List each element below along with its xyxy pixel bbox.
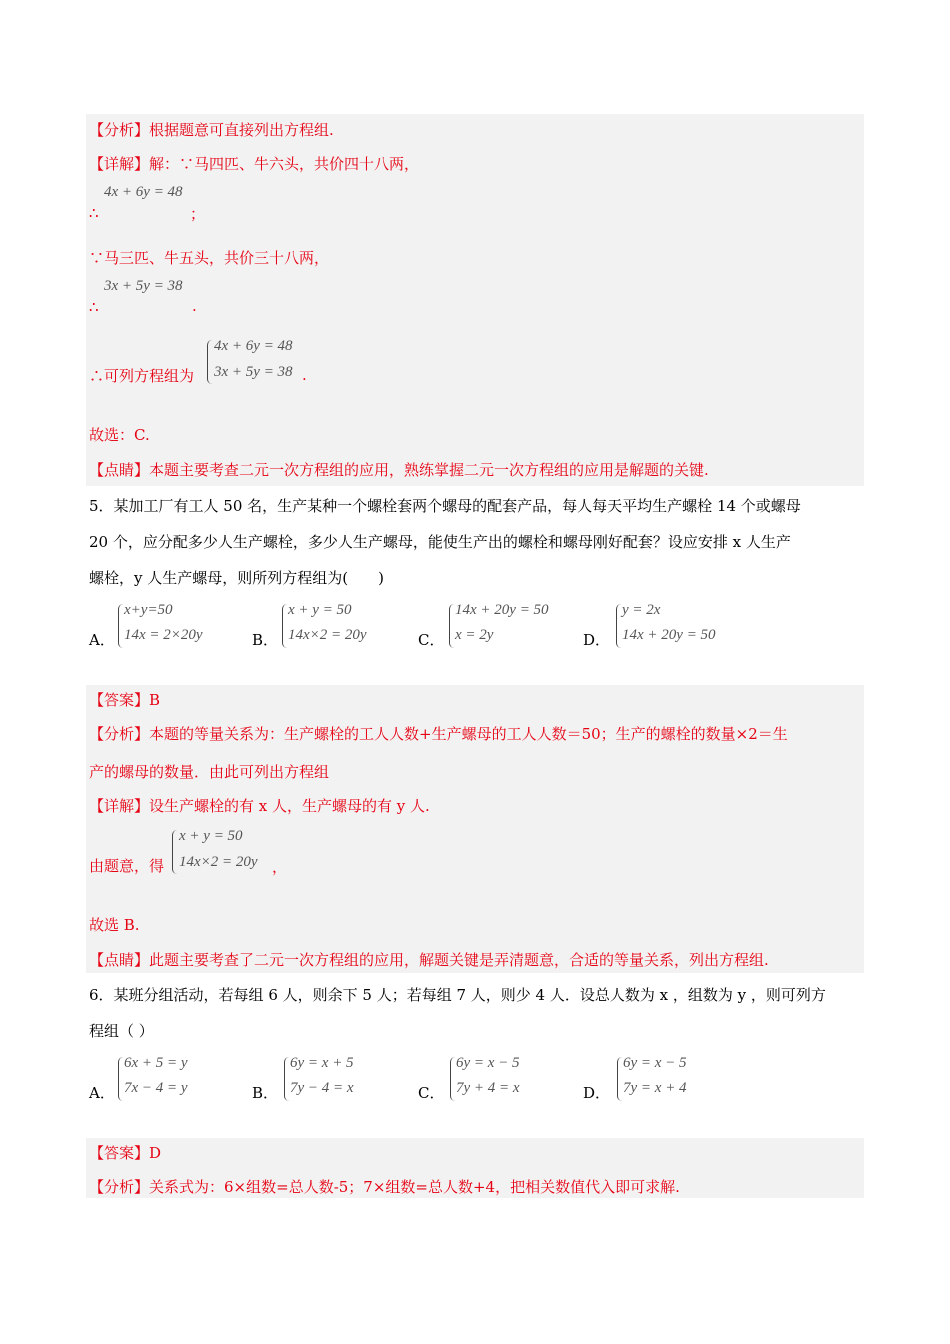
- q5-option-b-label: B．: [252, 631, 279, 649]
- q6-option-c-label: C．: [418, 1084, 445, 1102]
- q5-option-b-row2: 14x×2 = 20y: [288, 627, 367, 643]
- q6-option-a-row2: 7x − 4 = y: [124, 1080, 188, 1096]
- q6-option-b-label: B．: [252, 1084, 279, 1102]
- q6-stem-line1: 6．某班分组活动，若每组 6 人，则余下 5 人；若每组 7 人，则少 4 人．设总人数为 x ，组数为 y ，则可列方: [89, 986, 826, 1004]
- q5-stem-line2: 20 个，应分配多少人生产螺栓，多少人生产螺母，能使生产出的螺栓和螺母刚好配套？设应安排 x 人生产: [89, 533, 791, 551]
- q6-option-c-row2: 7y + 4 = x: [456, 1080, 520, 1096]
- q5-option-d-row1: y = 2x: [622, 602, 661, 618]
- q5-system-brace: [172, 830, 177, 874]
- q4-system-lead: ∴可列方程组为: [89, 367, 195, 385]
- q4-period: .: [192, 297, 197, 315]
- q5-detail: 【详解】设生产螺栓的有 x 人，生产螺母的有 y 人.: [89, 797, 430, 815]
- q4-eq1: 4x + 6y = 48: [104, 184, 183, 200]
- q5-option-a-brace: [118, 604, 123, 648]
- q4-eq2: 3x + 5y = 38: [104, 278, 183, 294]
- q4-detail: 【详解】解：∵马四匹、牛六头，共价四十八两，: [89, 155, 420, 173]
- q5-option-a-label: A．: [89, 631, 115, 649]
- q5-analysis-2: 产的螺母的数量．由此可列出方程组: [89, 763, 330, 781]
- q6-option-b-row1: 6y = x + 5: [290, 1055, 354, 1071]
- q4-system-brace: [207, 340, 212, 384]
- q4-system-row1: 4x + 6y = 48: [214, 338, 293, 354]
- q6-analysis: 【分析】关系式为：6×组数=总人数-5；7×组数=总人数+4，把相关数值代入即可求解.: [89, 1178, 680, 1196]
- q5-choose: 故选 B.: [89, 916, 140, 934]
- q4-choose: 故选：C.: [89, 426, 150, 444]
- q4-semicolon: ；: [190, 205, 206, 223]
- q5-comment: 【点睛】此题主要考查了二元一次方程组的应用，解题关键是弄清题意，合适的等量关系，列出方程组.: [89, 951, 769, 969]
- q6-option-d-brace: [617, 1057, 622, 1101]
- q5-option-c-row1: 14x + 20y = 50: [455, 602, 549, 618]
- q5-system-comma: ，: [272, 858, 288, 876]
- q5-option-d-label: D．: [583, 631, 611, 649]
- q5-option-d-brace: [616, 604, 621, 648]
- q4-comment: 【点睛】本题主要考查二元一次方程组的应用，熟练掌握二元一次方程组的应用是解题的关键.: [89, 461, 709, 479]
- q4-system-row2: 3x + 5y = 38: [214, 364, 293, 380]
- q5-option-d-row2: 14x + 20y = 50: [622, 627, 716, 643]
- q4-therefore-1: ∴: [89, 204, 99, 222]
- q5-stem-line3: 螺栓，y 人生产螺母，则所列方程组为( ): [89, 569, 384, 587]
- q6-option-d-row1: 6y = x − 5: [623, 1055, 687, 1071]
- q5-system-lead: 由题意，得: [89, 857, 165, 875]
- q5-analysis-1: 【分析】本题的等量关系为：生产螺栓的工人人数+生产螺母的工人人数＝50；生产的螺栓的数量×2＝生: [89, 725, 788, 743]
- q4-because-2: ∵马三匹、牛五头，共价三十八两，: [89, 249, 330, 267]
- q5-option-b-brace: [282, 604, 287, 648]
- q6-option-c-brace: [450, 1057, 455, 1101]
- q5-answer: 【答案】B: [89, 691, 161, 709]
- q6-option-b-brace: [284, 1057, 289, 1101]
- q5-option-b-row1: x + y = 50: [288, 602, 352, 618]
- q5-stem-line1: 5．某加工厂有工人 50 名，生产某种一个螺栓套两个螺母的配套产品，每人每天平均生产螺栓 14 个或螺母: [89, 497, 801, 515]
- q6-stem-line2: 程组（ ）: [89, 1022, 154, 1040]
- q4-analysis: 【分析】根据题意可直接列出方程组.: [89, 121, 334, 139]
- q5-option-c-row2: x = 2y: [455, 627, 494, 643]
- q6-answer: 【答案】D: [89, 1144, 162, 1162]
- q4-system-period: .: [302, 366, 307, 384]
- q6-option-a-label: A．: [89, 1084, 115, 1102]
- q6-option-a-brace: [118, 1057, 123, 1101]
- q6-option-c-row1: 6y = x − 5: [456, 1055, 520, 1071]
- q5-option-c-label: C．: [418, 631, 445, 649]
- q4-therefore-2: ∴: [89, 298, 99, 316]
- q6-option-a-row1: 6x + 5 = y: [124, 1055, 188, 1071]
- q5-system-row2: 14x×2 = 20y: [179, 854, 258, 870]
- q6-option-d-row2: 7y = x + 4: [623, 1080, 687, 1096]
- q5-option-a-row1: x+y=50: [124, 602, 173, 618]
- q5-system-row1: x + y = 50: [179, 828, 243, 844]
- q5-option-c-brace: [449, 604, 454, 648]
- q6-option-b-row2: 7y − 4 = x: [290, 1080, 354, 1096]
- q5-option-a-row2: 14x = 2×20y: [124, 627, 203, 643]
- q6-option-d-label: D．: [583, 1084, 611, 1102]
